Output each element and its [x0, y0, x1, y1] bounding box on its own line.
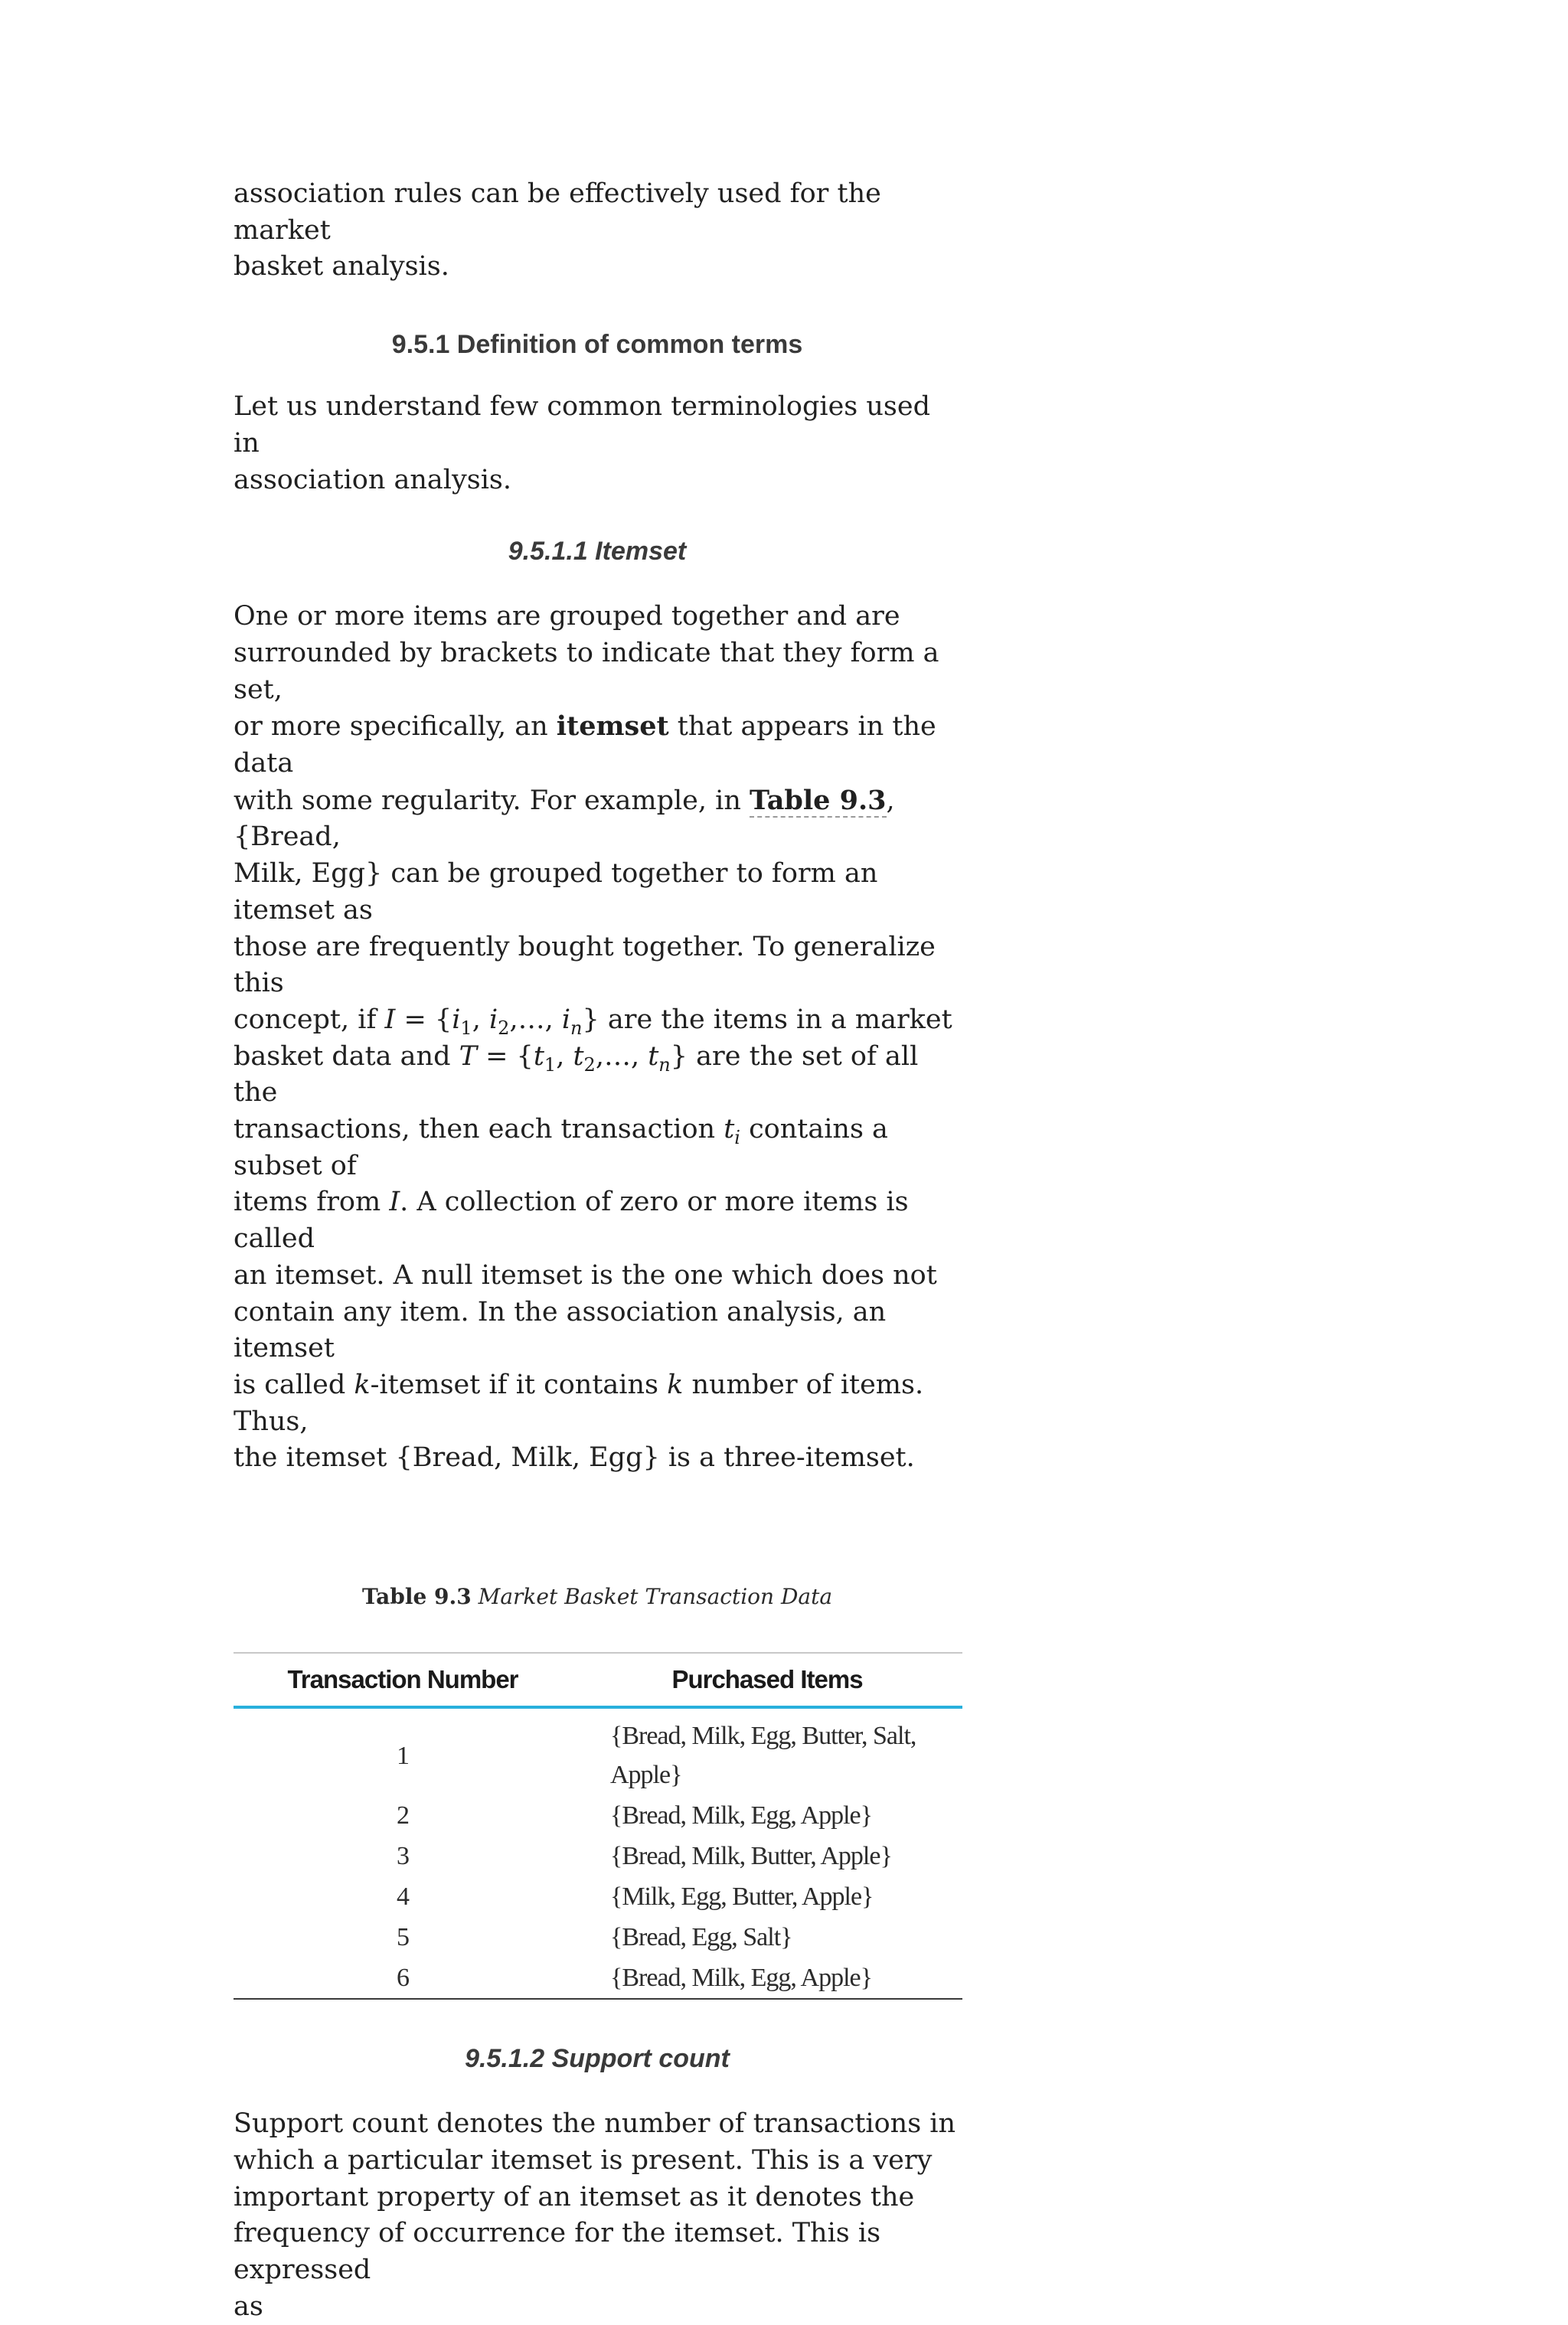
intro-paragraph: [234, 176, 961, 286]
itemset-paragraph: One or more items are grouped together and are surrounded by brackets to indicate that they form a set, or more specifically, an itemset that appears in the data with some regularity. For example, in Table 9.3, {Bread, Milk, Egg} can be grouped together to form an itemset as those are frequently bought together. To generalize this concept, if $I = \{i_1$, $i_2,\dots$, $i_n$} are the items in a market basket data and $T = \{t_1$, $t_2,\dots$, $t_n$} are the set of all the transactions, then each transaction $t_i$ contains a subset of items from I. A collection of zero or more items is called an itemset. A null itemset is the one which does not contain any item. In the association analysis, an itemset is called k-itemset if it contains k number of items. Thus, the itemset {Bread, Milk, Egg} is a three-itemset.: [234, 601, 952, 1474]
table-row: [234, 1795, 962, 1836]
term-itemset: itemset: [556, 710, 669, 743]
intro-line: basket analysis.: [234, 251, 449, 282]
transaction-number-cell: 5: [397, 1923, 409, 1952]
section-heading-9-5-1: 9.5.1 Definition of common terms: [391, 330, 803, 360]
transaction-number-cell: 1: [397, 1741, 409, 1770]
table-caption: [234, 1584, 961, 1609]
table-caption-label: Table 9.3: [361, 1584, 472, 1610]
table-row: [234, 1876, 962, 1917]
transaction-number-cell: 3: [397, 1842, 409, 1871]
table-header-row: [234, 1653, 962, 1707]
intro-line: association rules can be effectively used for the market: [234, 178, 881, 246]
section-heading-itemset: 9.5.1.1 Itemset: [508, 537, 687, 567]
purchased-items-cell: {Bread, Milk, Egg, Butter, Salt, Apple}: [610, 1722, 916, 1790]
table-row: [234, 1707, 962, 1795]
page-content: [234, 176, 961, 2325]
transaction-number-cell: 4: [397, 1883, 409, 1912]
section-heading-support-count: 9.5.1.2 Support count: [465, 2044, 730, 2074]
purchased-items-cell: {Bread, Milk, Egg, Apple}: [610, 1801, 872, 1830]
table-row: [234, 1836, 962, 1876]
table-caption-text: Market Basket Transaction Data: [478, 1584, 833, 1610]
column-header-transaction-number: Transaction Number: [234, 1653, 572, 1707]
support-count-paragraph: Support count denotes the number of transactions in which a particular itemset is present. This is a very important property of an itemset as it denotes the frequency of occurrence for the itemset. This is expressed as: [234, 2108, 956, 2322]
table-row: [234, 1917, 962, 1958]
purchased-items-cell: {Bread, Milk, Egg, Apple}: [610, 1964, 872, 1993]
table-9-3-link[interactable]: Table 9.3: [750, 784, 887, 816]
transaction-number-cell: 6: [397, 1964, 409, 1993]
purchased-items-cell: {Bread, Milk, Butter, Apple}: [610, 1842, 892, 1871]
table-row: [234, 1958, 962, 1999]
column-header-purchased-items: Purchased Items: [572, 1653, 962, 1707]
purchased-items-cell: {Milk, Egg, Butter, Apple}: [610, 1883, 874, 1912]
terms-intro-paragraph: Let us understand few common terminologies used in association analysis.: [234, 391, 930, 495]
transaction-number-cell: 2: [397, 1801, 409, 1830]
market-basket-table: [234, 1652, 962, 2000]
purchased-items-cell: {Bread, Egg, Salt}: [610, 1923, 792, 1952]
